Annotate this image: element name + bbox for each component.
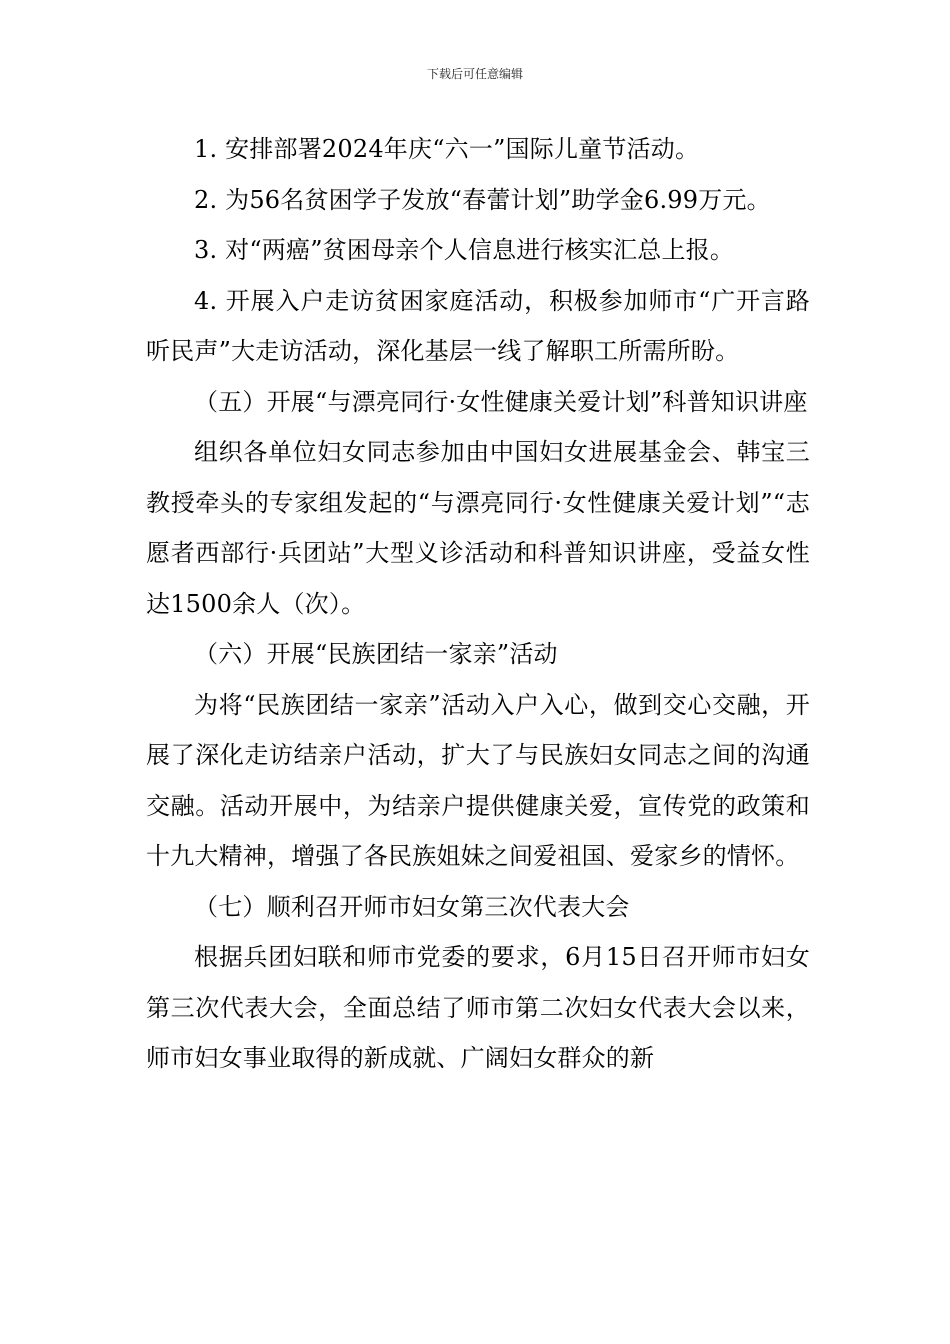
body-paragraph-6: 为将“民族团结一家亲”活动入户入心，做到交心交融，开展了深化走访结亲户活动，扩大了与民族妇女同志之间的沟通交融。活动开展中，为结亲户提供健康关爱，宣传党的政策和十九大精神，增强了各民族姐妹之间爱祖国、爱家乡的情怀。 (146, 690, 810, 870)
body-paragraph-5: 组织各单位妇女同志参加由中国妇女进展基金会、韩宝三教授牵头的专家组发起的“与漂亮同行·女性健康关爱计划”“志愿者西部行·兵团站”大型义诊活动和科普知识讲座，受益女性达1500余人（次）。 (146, 438, 810, 618)
list-item-1: 1. 安排部署2024年庆“六一”国际儿童节活动。 (194, 135, 700, 163)
list-item-2: 2. 为56名贫困学子发放“春蕾计划”助学金6.99万元。 (194, 185, 771, 214)
section-heading-6: （六）开展“民族团结一家亲”活动 (194, 640, 558, 668)
section-heading-7: （七）顺利召开师市妇女第三次代表大会 (194, 892, 630, 921)
list-item-4: 4. 开展入户走访贫困家庭活动，积极参加师市“广开言路听民声”大走访活动，深化基层一线了解职工所需所盼。 (146, 286, 810, 365)
body-paragraph-7: 根据兵团妇联和师市党委的要求，6月15日召开师市妇女第三次代表大会，全面总结了师市第二次妇女代表大会以来，师市妇女事业取得的新成就、广阔妇女群众的新 (146, 943, 810, 1072)
section-heading-5: （五）开展“与漂亮同行·女性健康关爱计划”科普知识讲座 (194, 387, 808, 416)
list-item-3: 3. 对“两癌”贫困母亲个人信息进行核实汇总上报。 (194, 236, 735, 264)
document-body (146, 124, 810, 1084)
page-header-note: 下载后可任意编辑 (426, 67, 523, 81)
